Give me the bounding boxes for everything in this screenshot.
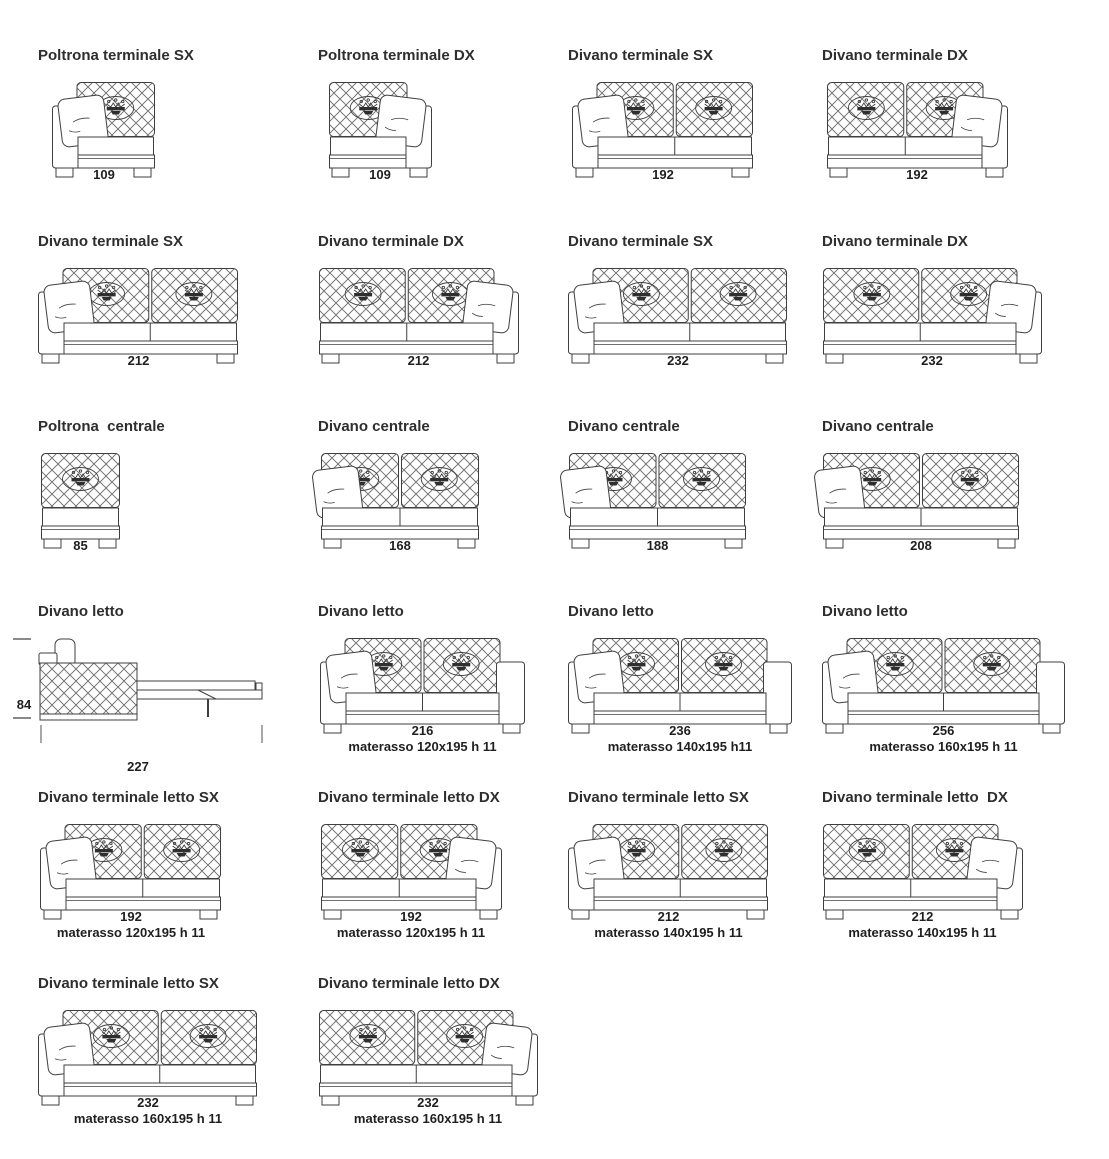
width-dimension: 232 [417,1095,439,1110]
product-cell [38,789,326,973]
width-dimension: 216 [411,723,434,738]
width-dimension: 232 [667,353,689,368]
product-cell [568,233,856,417]
sofa-bed-side-drawing [10,633,266,745]
product-title: Divano terminale letto SX [38,789,219,806]
product-title: Divano terminale SX [38,233,184,250]
product-title: Divano terminale letto DX [318,975,500,992]
sofa-front-drawing [318,1009,538,1107]
product-title: Divano terminale letto SX [38,975,219,992]
product-title: Divano terminale letto DX [822,789,1008,806]
sofa-front-drawing [320,452,480,550]
product-title: Divano terminale letto DX [318,789,500,806]
product-cell [568,47,856,231]
product-cell [568,603,856,787]
sofa-front-drawing [568,823,769,921]
width-dimension: 109 [369,167,391,182]
sofa-front-drawing [822,267,1042,365]
width-dimension: 212 [127,353,150,368]
product-title: Poltrona centrale [38,418,165,435]
product-cell [318,975,606,1159]
width-dimension: 212 [657,909,680,924]
product-title: Poltrona terminale SX [38,47,194,64]
width-dimension: 192 [120,909,142,924]
product-cell [822,233,1109,417]
sofa-front-drawing [38,1009,258,1107]
sofa-front-drawing [320,637,525,735]
product-title: Divano letto [568,603,654,620]
product-title: Divano terminale DX [822,47,968,64]
mattress-spec: materasso 120x195 h 11 [348,739,497,754]
product-cell [38,233,326,417]
width-dimension: 192 [906,167,928,182]
width-dimension: 208 [910,538,932,553]
sofa-front-drawing [568,452,747,550]
mattress-spec: materasso 120x195 h 11 [56,925,206,940]
product-title: Divano terminale SX [568,233,714,250]
mattress-spec: materasso 160x195 h 11 [353,1111,503,1126]
mattress-spec: materasso 120x195 h 11 [336,925,486,940]
product-title: Divano terminale DX [822,233,968,250]
product-cell [822,47,1109,231]
product-cell [318,233,606,417]
width-dimension: 236 [669,723,691,738]
product-title: Divano centrale [318,418,430,435]
product-cell [318,418,606,602]
product-cell [568,789,856,973]
sofa-front-drawing [826,81,1008,179]
sofa-front-drawing [318,267,519,365]
sofa-front-drawing [572,81,754,179]
sofa-front-drawing [40,452,121,550]
product-cell [822,418,1109,602]
product-cell [38,975,326,1159]
sofa-front-drawing [822,637,1065,735]
width-dimension: 212 [911,909,934,924]
product-cell [38,47,326,231]
mattress-spec: materasso 160x195 h 11 [73,1111,223,1126]
product-title: Divano centrale [568,418,680,435]
width-dimension: 188 [646,538,669,553]
width-dimension: 256 [932,723,955,738]
width-dimension: 192 [652,167,674,182]
width-dimension: 232 [137,1095,159,1110]
product-cell [38,418,326,602]
product-cell [568,418,856,602]
product-title: Poltrona terminale DX [318,47,475,64]
product-cell [318,47,606,231]
sofa-front-drawing [40,823,222,921]
sofa-front-drawing [52,81,156,179]
product-title: Divano letto [822,603,908,620]
sofa-front-drawing [568,637,792,735]
width-dimension: 168 [389,538,411,553]
sofa-front-drawing [320,823,502,921]
product-cell [822,603,1109,787]
sofa-front-drawing [38,267,239,365]
product-cell [16,603,326,787]
sofa-front-drawing [822,823,1023,921]
product-title: Divano centrale [822,418,934,435]
sofa-front-drawing [568,267,788,365]
mattress-spec: materasso 160x195 h 11 [869,739,1018,754]
product-title: Divano letto [318,603,404,620]
product-cell [318,789,606,973]
width-dimension: 227 [127,759,149,774]
product-title: Divano terminale SX [568,47,714,64]
width-dimension: 109 [93,167,115,182]
product-cell [822,789,1109,973]
width-dimension: 212 [407,353,430,368]
mattress-spec: materasso 140x195 h 11 [594,925,743,940]
product-title: Divano letto [38,603,124,620]
product-title: Divano terminale letto SX [568,789,749,806]
height-dimension: 84 [16,697,32,712]
width-dimension: 192 [400,909,422,924]
product-title: Divano terminale DX [318,233,464,250]
mattress-spec: materasso 140x195 h 11 [848,925,997,940]
product-cell [318,603,606,787]
sofa-front-drawing [822,452,1020,550]
width-dimension: 85 [73,538,88,553]
width-dimension: 232 [921,353,943,368]
sofa-front-drawing [328,81,432,179]
mattress-spec: materasso 140x195 h11 [607,739,753,754]
